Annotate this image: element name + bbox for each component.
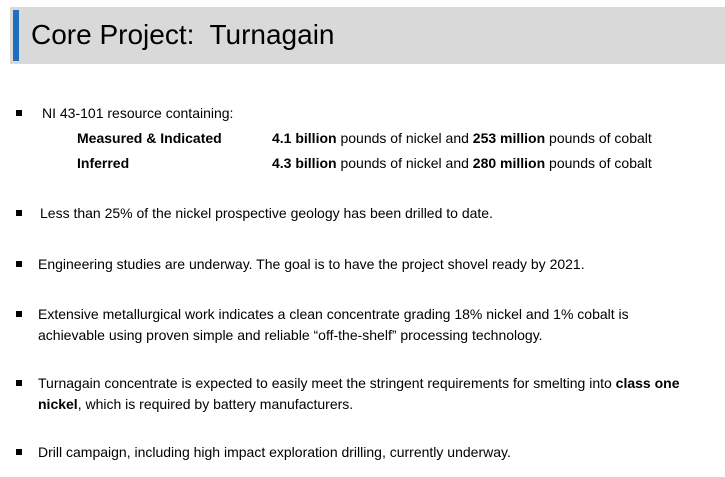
inf-cobalt-text: pounds of cobalt [549,155,652,171]
bullet-text-concentrate-line1 [38,372,680,395]
title-accent-bar [13,10,19,61]
bullet-text-metallurgy-line1: Extensive metallurgical work indicates a clean concentrate grading 18% nickel and 1% cobalt is [38,306,629,322]
bullet-text-concentrate-line2 [38,393,353,416]
mi-nickel-amount: 4.1 billion [272,130,337,146]
bullet-marker [16,449,22,455]
inferred-value [272,152,652,175]
bullet-text-engineering: Engineering studies are underway. The goal is to have the project shovel ready by 2021. [38,256,585,272]
bullet-text-geology: Less than 25% of the nickel prospective geology has been drilled to date. [40,205,493,221]
bullet-text-drill: Drill campaign, including high impact exploration drilling, currently underway. [38,444,511,460]
bullet-marker [16,261,22,267]
bullet-text-resource: NI 43-101 resource containing: [42,105,234,121]
bullet-marker [16,110,22,116]
concentrate-text-end: , which is required by battery manufacturers. [77,396,354,412]
nickel-bold: nickel [38,396,78,412]
measured-indicated-value [272,127,652,150]
inf-cobalt-amount: 280 million [472,155,546,171]
bullet-marker [16,311,22,317]
mi-nickel-text: pounds of nickel and [340,130,469,146]
bullet-marker [16,380,22,386]
inf-nickel-text: pounds of nickel and [340,155,469,171]
concentrate-text-start: Turnagain concentrate is expected to easily meet the stringent requirements for smelting into [38,375,612,391]
bullet-text-metallurgy-line2: achievable using proven simple and reliable “off-the-shelf” processing technology. [38,327,543,343]
mi-cobalt-text: pounds of cobalt [549,130,652,146]
inferred-label: Inferred [77,155,130,171]
page-title: Core Project: Turnagain [31,19,335,50]
class-one-bold: class one [615,375,680,391]
bullet-marker [16,210,22,216]
mi-cobalt-amount: 253 million [472,130,546,146]
measured-indicated-label: Measured & Indicated [77,130,222,146]
inf-nickel-amount: 4.3 billion [272,155,337,171]
